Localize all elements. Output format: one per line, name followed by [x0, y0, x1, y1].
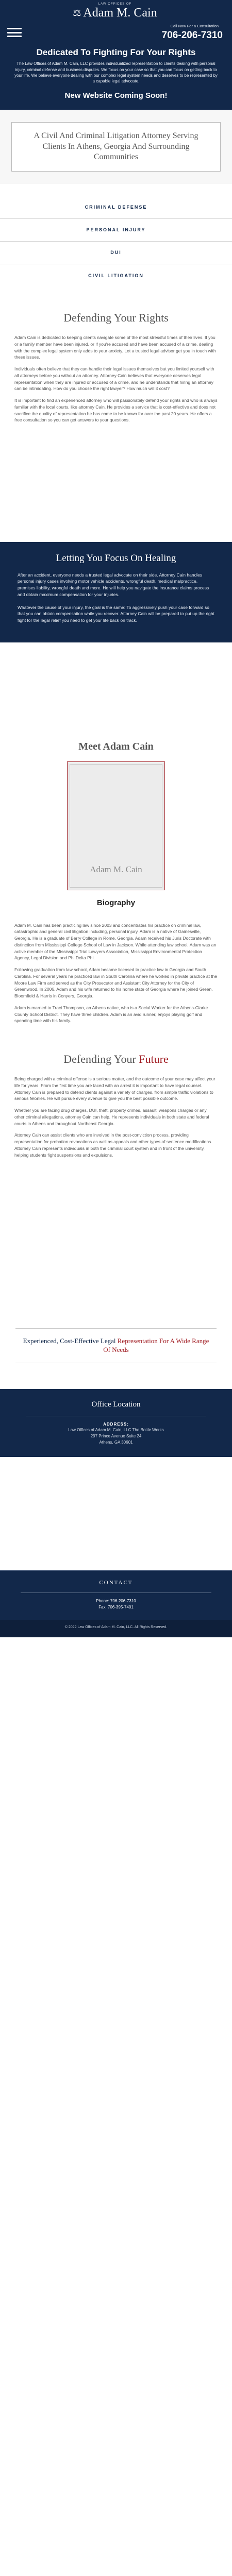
cta-section [0, 1318, 232, 1368]
site-header [0, 0, 232, 40]
contact-title: CONTACT [99, 1580, 133, 1586]
practice-item-civil-litigation[interactable]: CIVIL LITIGATION [88, 273, 144, 278]
address-line: Law Offices of Adam M. Cain, LLC The Bottle Works [68, 1428, 164, 1433]
healing-section [0, 542, 232, 642]
logo-subtitle: LAW OFFICES OF [98, 3, 132, 6]
scales-of-justice-icon: ⚖ [73, 7, 81, 18]
practice-areas-list [0, 184, 232, 296]
office-location [0, 1389, 232, 1457]
logo[interactable] [66, 2, 164, 19]
address-label: ADDRESS: [103, 1421, 129, 1427]
contact-section [0, 1570, 232, 1619]
meet-title: Meet Adam Cain [78, 740, 154, 752]
attorney-photo [67, 761, 165, 890]
tagline-box: A Civil And Criminal Litigation Attorney Serving Clients In Athens, Georgia And Surrounding Communities [11, 122, 221, 172]
hero-section [0, 40, 232, 110]
copyright: © 2022 Law Offices of Adam M. Cain, LLC. All Rights Reserved. [64, 1625, 168, 1629]
photo-caption: Adam M. Cain [90, 865, 142, 875]
practice-item-criminal-defense[interactable]: CRIMINAL DEFENSE [0, 196, 232, 219]
tagline-section [0, 110, 232, 184]
hero-title: Dedicated To Fighting For Your Rights [36, 47, 196, 57]
meet-section [0, 725, 232, 922]
address-line: Athens, GA 30601 [99, 1440, 133, 1445]
office-title: Office Location [91, 1400, 141, 1409]
future-section [0, 1038, 232, 1318]
healing-paragraph: Whatever the cause of your injury, the goal is the same: To aggressively push your case forward so that you can obtain compensation while you recover. Attorney Cain will be prepared to put up the right fight for the legal relief you need to get your life back on track. [18, 604, 214, 623]
healing-paragraph: After an accident, everyone needs a trusted legal advocate on their side. Attorney Cain handles personal injury cases involving motor vehicle accidents, wrongful death, medical malpractice, premises liability, wrongful death and more. He will help you navigate the insurance claims process and obtain maximum compensation for your injuries. [18, 572, 209, 597]
practice-item-personal-injury[interactable]: PERSONAL INJURY [0, 219, 232, 242]
healing-title: Letting You Focus On Healing [56, 553, 176, 564]
site-footer [0, 1620, 232, 1637]
rights-section [0, 296, 232, 542]
bio-paragraph: Adam is married to Traci Thompson, an Athens native, who is a Social Worker for the Athens-Clarke County School District. They have three children. Adam is an avid runner, enjoys playing golf and spending time with his family. [14, 1005, 208, 1024]
biography-section [0, 922, 232, 1038]
cta-box: Experienced, Cost-Effective Legal Representation For A Wide Range Of Needs [15, 1328, 217, 1363]
bio-paragraph: Adam M. Cain has been practicing law since 2003 and concentrates his practice on criminal law, catastrophic and general civil litigation including, personal injury. Adam is a native of Gainesville, Georgia. He is a graduate of Berry College in Rome, Georgia. Adam received his Juris Doctorate with distinction from Mississippi College School of Law in Jackson. While attending law school, Adam was an active member of the Mississippi Trial Lawyers Association, Mississippi Environmental Protection Agency, Legal Division and Phi Delta Phi. [14, 922, 217, 961]
address-line: 297 Prince Avenue Suite 24 [90, 1434, 142, 1439]
future-paragraph: Whether you are facing drug charges, DUI, theft, property crimes, assault, weapons charges or any other criminal allegations, attorney Cain can help. He represents individuals in both state and federal courts in Athens and throughout Northeast Georgia. [14, 1108, 209, 1126]
logo-name: Adam M. Cain [83, 6, 157, 20]
contact-fax: Fax: 706-395-7401 [98, 1605, 134, 1610]
biography-title: Biography [96, 898, 136, 907]
rights-title: Defending Your Rights [63, 311, 169, 325]
coming-soon-notice: New Website Coming Soon! [64, 91, 168, 100]
rights-paragraph: Adam Cain is dedicated to keeping clients navigate some of the most stressful times of their lives. If you or a family member have been injured, or if you're accused and have been accused of a crime, dealing with the complex legal system only adds to your anxiety. Let a trusted legal advisor get you in touch with these issues. [14, 335, 216, 360]
future-paragraph: Attorney Cain can assist clients who are involved in the post-conviction process, providing representation for probation revocations as well as appeals and other types of sentence modifications. Attorney Cain represents individuals in both the criminal court system and in front of the university, helping students fight suspensions and expulsions. [14, 1132, 212, 1158]
hamburger-menu-icon[interactable] [7, 28, 22, 37]
phone-number-link[interactable]: 706-206-7310 [161, 30, 223, 41]
rights-paragraph: It is important to find an experienced attorney who will passionately defend your rights and who is always familiar with the local courts, like attorney Cain. He provides a service that is cost-effective and does not sacrifice the quality of representation he has come to be known for over the past 20 years. He offers a free consultation so you can get answers to your questions. [14, 398, 218, 423]
future-title: Defending Your Future [63, 1053, 169, 1066]
call-prompt: Call Now For a Consultation [170, 24, 219, 28]
practice-item-dui[interactable]: DUI [0, 242, 232, 264]
hero-body: The Law Offices of Adam M. Cain, LLC provides individualized representation to clients dealing with personal injury, criminal defense and business disputes. We focus on your case so that you can focus on getting back to your life. We believe everyone dealing with our complex legal system needs and deserves to be represented by a capable legal advocate. [14, 61, 218, 83]
rights-paragraph: Individuals often believe that they can handle their legal issues themselves but you limited yourself with all attorneys before you without an attorney. Attorney Cain believes that everyone deserves legal representation when they are injured or accused of a crime, and he understands that hiring an attorney can be intimidating. How do you choose the right lawyer? How much will it cost? [14, 366, 214, 392]
contact-phone[interactable]: Phone: 706-206-7310 [96, 1599, 136, 1604]
map-placeholder [0, 1457, 232, 1570]
future-paragraph: Being charged with a criminal offense is a serious matter, and the outcome of your case may affect your life for years. From the first time you are faced with an arrest it is important to have legal counsel. Attorney Cain is prepared to defend clients against a variety of charges, from simple traffic violations to serious felonies. He will pursue every avenue to give you the best possible outcome. [14, 1076, 216, 1101]
bio-paragraph: Following graduation from law school, Adam became licensed to practice law in Georgia and South Carolina. For several years he practiced law in South Carolina where he worked in private practice at the Moore Law Firm and served as the City Prosecutor and Assistant City Attorney for the City of Greenwood. In 2006, Adam and his wife returned to his home state of Georgia where he joined Green, Bloomfield & Harris in Conyers, Georgia. [14, 967, 218, 999]
